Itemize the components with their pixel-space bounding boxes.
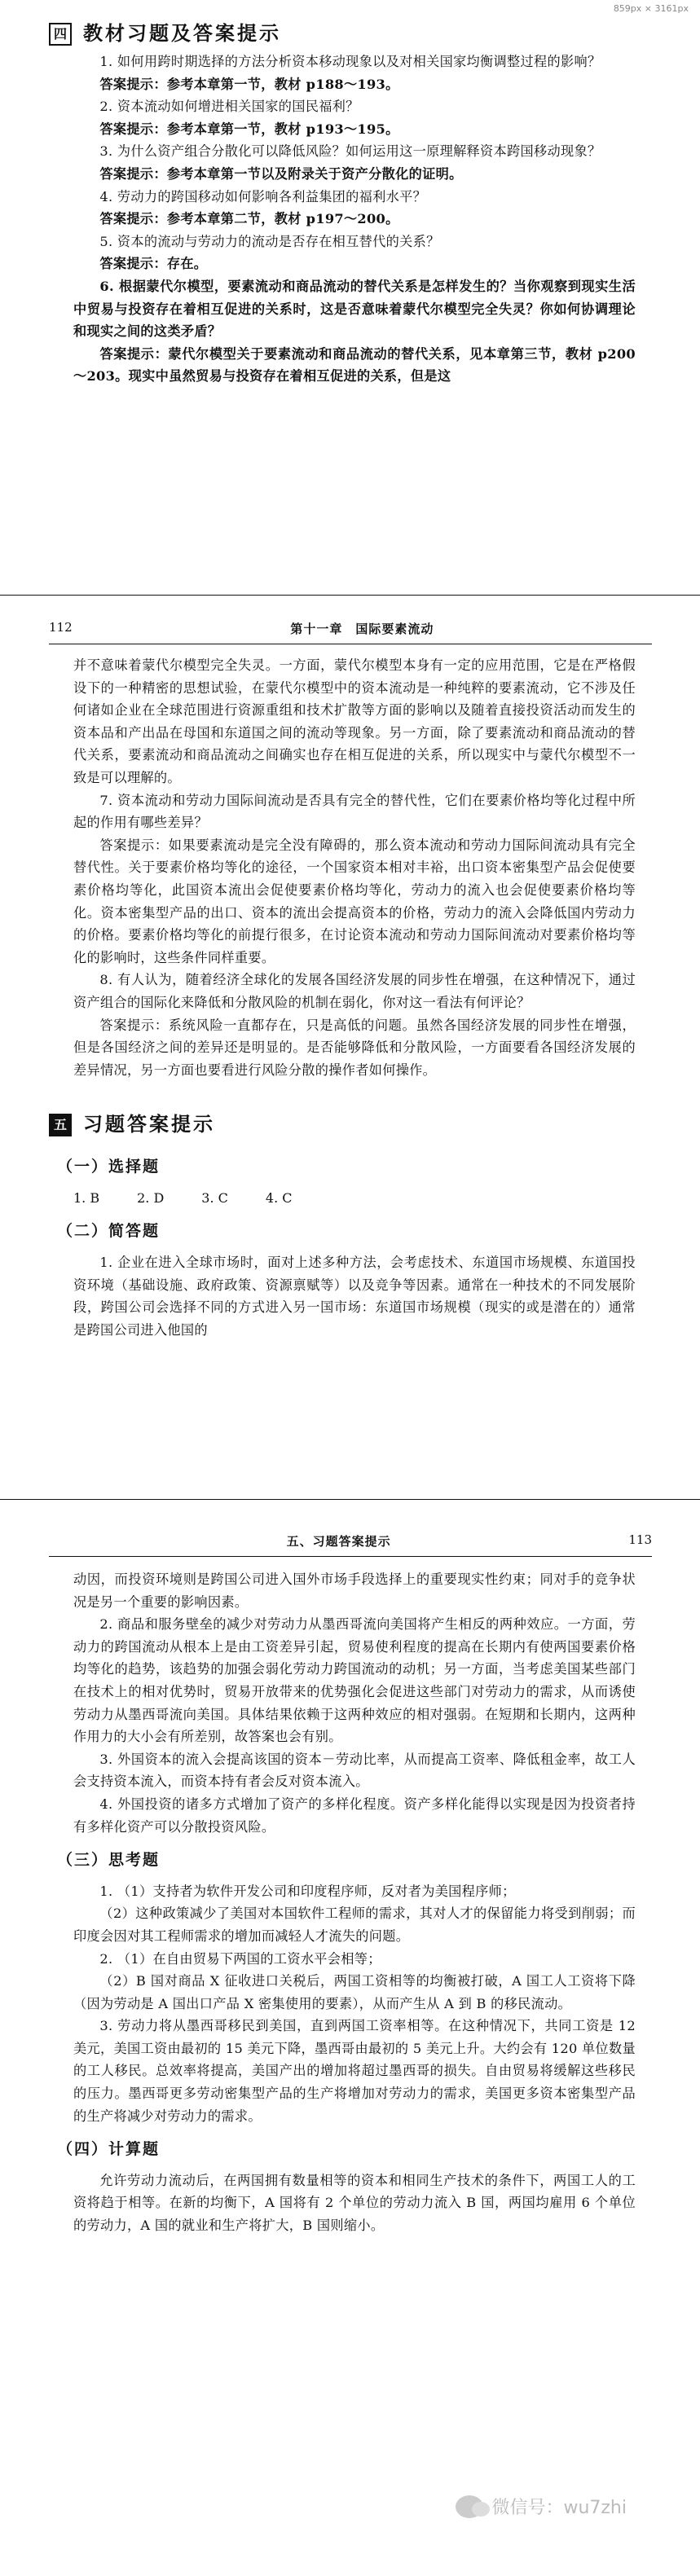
paragraph: 4. 劳动力的跨国移动如何影响各利益集团的福利水平？ xyxy=(99,188,427,204)
page-number: 113 xyxy=(628,1532,652,1547)
page-3-paragraphs xyxy=(73,1568,636,1838)
page-3 xyxy=(0,1499,700,2576)
paragraph: 1. （1）支持者为软件开发公司和印度程序师，反对者为美国程序师； xyxy=(99,1883,516,1899)
section-heading-5 xyxy=(49,1114,636,1136)
page-2-body xyxy=(53,654,636,1341)
page-2-header xyxy=(49,620,652,644)
page-3-paragraphs-2 xyxy=(73,1880,636,2128)
section-heading-4 xyxy=(49,23,636,46)
paragraph: 1. 如何用跨时期选择的方法分析资本移动现象以及对相关国家均衡调整过程的影响？ xyxy=(99,54,601,69)
paragraph: 2. （1）在自由贸易下两国的工资水平会相等； xyxy=(99,1950,381,1967)
paragraph: 5. 资本的流动与劳动力的流动是否存在相互替代的关系？ xyxy=(99,233,440,249)
paragraph: 允许劳动力流动后，在两国拥有数量相等的资本和相同生产技术的条件下，两国工人的工资将趋于相等。在新的均衡下，A 国将有 2 个单位的劳动力流入 B 国，两国均雇用 6 个单位的劳动力，A 国的就业和生产将扩大，B 国则缩小。 xyxy=(73,2172,636,2234)
page-3-body xyxy=(57,1568,636,2237)
paragraph: 并不意味着蒙代尔模型完全失灵。一方面，蒙代尔模型本身有一定的应用范围，它是在严格假设下的一种精密的思想试验，在蒙代尔模型中的资本流动是一种纯粹的要素流动，它不涉及任何诸如企业在全球范围进行资源重组和技术扩散等方面的影响以及随着直接投资活动而发生的资本品和产出品在母国和东道国之间的流动等现象。另一方面，除了要素流动和商品流动的替代关系，要素流动和商品流动之间确实也存在相互促进的关系，所以现实中与蒙代尔模型不一致是可以理解的。 xyxy=(73,657,636,785)
paragraph: （2）这种政策减少了美国对本国软件工程师的需求，其对人才的保留能力将受到削弱；而印度会因对其工程师需求的增加而减轻人才流失的问题。 xyxy=(73,1906,636,1944)
paragraph: 答案提示：如果要素流动是完全没有障碍的，那么资本流动和劳动力国际间流动具有完全替代性。关于要素价格均等化的途径，一个国家资本相对丰裕，出口资本密集型产品会促使要素价格均等化，此国资本流出会促使要素价格均等化，劳动力的流入也会促使要素价格均等化。资本密集型产品的出口、资本的流出会提高资本的价格，劳动力的流入会降低国内劳动力的价格。要素价格均等化的前提行很多，在讨论资本流动和劳动力国际间流动对要素价格均等化的影响时，这些条件同样重要。 xyxy=(73,837,636,965)
paragraph: 7. 资本流动和劳动力国际间流动是否具有完全的替代性，它们在要素价格均等化过程中所起的作用有哪些差异？ xyxy=(73,792,636,831)
choice-answers xyxy=(73,1187,636,1210)
page-number: 112 xyxy=(49,620,73,635)
watermark xyxy=(456,2494,627,2519)
section-title: 教材习题及答案提示 xyxy=(83,22,281,46)
page-1-body xyxy=(53,22,636,388)
choice-answer: 3. C xyxy=(201,1189,228,1206)
page-1 xyxy=(0,0,700,595)
paragraph: 3. 劳动力将从墨西哥移民到美国，直到两国工资率相等。在这种情况下，共同工资是 12 美元，美国工资由最初的 15 美元下降，墨西哥由最初的 5 美元上升。大约会有 120 单位数量的工人移民。总效率将提高，美国产出的增加将超过墨西哥的损失。自由贸易将缓解这些移民的压力。墨西哥更多劳动密集型产品的生产将增加对劳动力的需求，美国更多资本密集型产品的生产将减少对劳动力的需求。 xyxy=(73,2018,636,2124)
choice-answer: 2. D xyxy=(137,1189,165,1206)
section-title: 习题答案提示 xyxy=(83,1113,215,1136)
subsection-thinking: （三）思考题 xyxy=(57,1851,161,1870)
paragraph: 答案提示：系统风险一直都存在，只是高低的问题。虽然各国经济发展的同步性在增强，但是各国经济之间的差异还是明显的。是否能够降低和分散风险，一方面要看各国经济发展的差异情况，另一方面也要看进行风险分散的操作者如何操作。 xyxy=(73,1017,636,1078)
section-number-box: 四 xyxy=(49,23,72,46)
page-1-paragraphs xyxy=(73,51,636,388)
dimension-label: 859px × 3161px xyxy=(613,3,689,14)
paragraph: （2）B 国对商品 X 征收进口关税后，两国工资相等的均衡被打破，A 国工人工资将下降（因为劳动是 A 国出口产品 X 密集使用的要素），从而产生从 A 到 B 的移民流动。 xyxy=(73,1973,636,2011)
paragraph: 1. 企业在进入全球市场时，面对上述多种方法，会考虑技术、东道国市场规模、东道国投资环境（基础设施、政府政策、资源禀赋等）以及竞争等因素。通常在一种技术的不同发展阶段，跨国公司会选择不同的方式进入另一国市场：东道国市场规模（现实的或是潜在的）通常是跨国公司进入他国的 xyxy=(73,1255,636,1338)
paragraph: 答案提示：参考本章第一节，教材 p188～193。 xyxy=(99,76,399,92)
paragraph: 6. 根据蒙代尔模型，要素流动和商品流动的替代关系是怎样发生的？当你观察到现实生活中贸易与投资存在着相互促进的关系时，这是否意味着蒙代尔模型完全失灵？你如何协调理论和现实之间的这类矛盾？ xyxy=(73,278,636,340)
paragraph: 答案提示：参考本章第一节以及附录关于资产分散化的证明。 xyxy=(99,165,463,182)
paragraph: 动因，而投资环境则是跨国公司进入国外市场手段选择上的重要现实性约束；同对手的竞争状况是另一个重要的影响因素。 xyxy=(73,1572,636,1610)
page-3-header xyxy=(49,1532,652,1557)
wechat-icon xyxy=(456,2495,483,2518)
section-number-box: 五 xyxy=(49,1114,72,1136)
chapter-title: 第十一章 国际要素流动 xyxy=(290,622,434,636)
page-2-paragraphs xyxy=(73,654,636,1081)
paragraph: 8. 有人认为，随着经济全球化的发展各国经济发展的同步性在增强，在这种情况下，通过资产组合的国际化来降低和分散风险的机制在弱化，你对这一看法有何评论？ xyxy=(73,972,636,1010)
paragraph: 3. 外国资本的流入会提高该国的资本－劳动比率，从而提高工资率、降低租金率，故工人会支持资本流入，而资本持有者会反对资本流入。 xyxy=(73,1751,636,1790)
section-running-title: 五、习题答案提示 xyxy=(286,1534,391,1549)
choice-answer: 1. B xyxy=(73,1189,100,1206)
paragraph: 答案提示：存在。 xyxy=(99,256,208,272)
paragraph: 答案提示：蒙代尔模型关于要素流动和商品流动的替代关系，见本章第三节，教材 p200～203。现实中虽然贸易与投资存在着相互促进的关系，但是这 xyxy=(73,345,636,385)
page-2 xyxy=(0,595,700,1500)
paragraph: 2. 商品和服务壁垒的减少对劳动力从墨西哥流向美国将产生相反的两种效应。一方面，劳动力的跨国流动从根本上是由工资差异引起，贸易使利程度的提高在长期内有使两国要素价格均等化的趋势，该趋势的加强会弱化劳动力跨国流动的动机；另一方面，当考虑美国某些部门在技术上的相对优势时，贸易开放带来的优势强化会促进这些部门对劳动力的需求，从而诱使劳动力从墨西哥流向美国。具体结果依赖于这两种效应的相对强弱。在短期和长期内，这两种作用力的大小会有所差别，故答案也会有别。 xyxy=(73,1616,636,1745)
paragraph: 4. 外国投资的诸多方式增加了资产的多样化程度。资产多样化能得以实现是因为投资者持有多样化资产可以分散投资风险。 xyxy=(73,1796,636,1835)
paragraph: 答案提示：参考本章第二节，教材 p197～200。 xyxy=(99,211,399,227)
watermark-text: 微信号：wu7zhi xyxy=(491,2498,627,2518)
subsection-calculation: （四）计算题 xyxy=(57,2140,161,2159)
subsection-choice: （一）选择题 xyxy=(57,1158,161,1176)
paragraph: 3. 为什么资产组合分散化可以降低风险？如何运用这一原理解释资本跨国移动现象？ xyxy=(99,143,601,160)
paragraph: 答案提示：参考本章第一节，教材 p193～195。 xyxy=(99,121,399,137)
subsection-short-answer: （二）简答题 xyxy=(57,1222,161,1241)
paragraph: 2. 资本流动如何增进相关国家的国民福利？ xyxy=(99,99,359,115)
choice-answer: 4. C xyxy=(265,1189,293,1206)
